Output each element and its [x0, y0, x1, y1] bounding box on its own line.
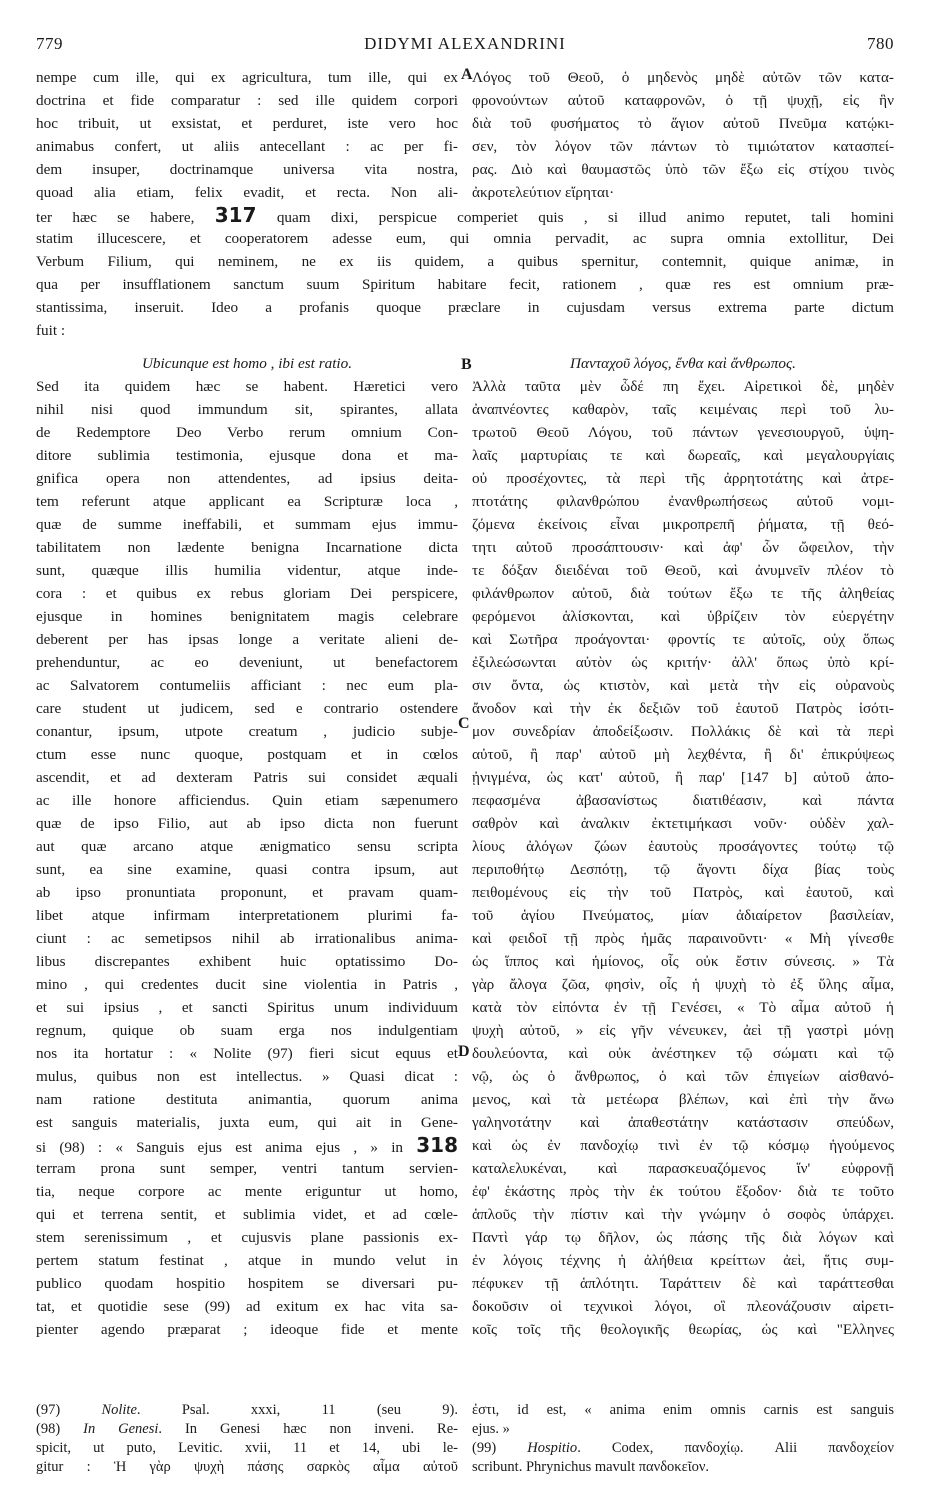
text-segment: mulus, quibus non est intellectus. » Quasi dicat :: [36, 1068, 458, 1085]
text-line: καὶ Σωτῆρα προάγονται· φροντίς τε αὐτοῖς, οὐχ ὅπως: [472, 631, 894, 648]
main-greek-column: [472, 375, 894, 1341]
text-line: ρας. Διὸ καὶ θαυμαστῶς ὑπὸ τῶν ἔξω εἰς στίχου τινὸς: [472, 161, 894, 178]
text-line: ᾐνιγμένα, ὡς κατ' αὐτοῦ, ἢ παρ' [147 b] αὐτοῦ ἀπο-: [472, 769, 894, 786]
text-segment: deberent per has ipsas longe a veritate alieni de-: [36, 631, 458, 648]
text-line: [36, 398, 458, 421]
footnote-lemma: Hospitio: [527, 1440, 578, 1456]
text-line: animabus confert, ut aliis antecellant : ac per fi-: [36, 138, 458, 155]
text-line: δοκοῦσιν οἱ τεχνικοὶ λόγοι, οἳ πλεονάζουσιν αἱρετι-: [472, 1298, 894, 1315]
text-segment: care student ut judicem, sed e contrario ostendere: [36, 700, 458, 717]
text-segment: si (98) : « Sanguis ejus est anima ejus , » in: [36, 1139, 417, 1156]
text-line: [36, 858, 458, 881]
text-line: κατὰ τὸν εἰπόντα ἐν τῇ Γενέσει, « Τὸ αἷμα αὐτοῦ ἡ: [472, 999, 894, 1016]
text-line: διὰ τοῦ φυσήματος τὸ ἅγιον αὐτοῦ Πνεῦμα κατῴκι-: [472, 115, 894, 132]
text-line: δουλεύοντα, καὶ οὐκ ἀνέστηκεν τῷ σώματι καὶ τῷ: [472, 1045, 894, 1062]
footnote-line: [36, 1401, 458, 1420]
text-segment: stantissima, inseruit. Ideo a profanis quoque præclare in cujusdam versus extrema parte dictum: [36, 299, 894, 316]
text-segment: ac Salvatorem contumeliis afficiant : nec eum pla-: [36, 677, 458, 694]
text-line: ἐν λόγοις τέχνης ἡ ἀλήθεια κρείττων ἀεὶ, ἥτις συμ-: [472, 1252, 894, 1269]
footnote-text: . In Genesi hæc non inveni. Re-: [158, 1421, 458, 1437]
text-line: τε δόξαν διειδέναι τοῦ Θεοῦ, καὶ ἀνυμνεῖν πλέον τὸ: [472, 562, 894, 579]
text-line: περιποθήτῳ Δεσπότῃ, τῷ ἄγοντι δίχα βίας τοὺς: [472, 861, 894, 878]
verse-greek: Πανταχοῦ λόγος, ἔνθα καὶ ἄνθρωπος.: [570, 355, 796, 372]
text-segment: ctum esse nunc quoque, postquam et in cœlos: [36, 746, 458, 763]
text-segment: statim illucescere, et cooperatorem adesse eum, qui omnia pervadit, ac supra omnia extollitur, Dei: [36, 230, 894, 247]
margin-marker-c: C: [458, 715, 470, 732]
margin-marker-d: D: [458, 1043, 470, 1060]
text-line: ὡς ἵππος καὶ ἡμίονος, οἷς οὐκ ἔστιν σύνεσις. » Τὰ: [472, 953, 894, 970]
text-segment: conantur, ipsum, utpote creatum , judicio subje-: [36, 723, 458, 740]
text-line: [36, 766, 458, 789]
text-segment: nihil nisi quod immundum sit, spirantes, allata: [36, 401, 458, 418]
text-line: τοῦ ἁγίου Πνεύματος, μίαν ἀδιαίρετον βασιλείαν,: [472, 907, 894, 924]
text-line: [36, 812, 458, 835]
text-line: [36, 1019, 458, 1042]
text-segment: sunt, quæque illis humilia videntur, atque inde-: [36, 562, 458, 579]
text-line: dem insuper, doctrinamque universa vita nostra,: [36, 161, 458, 178]
text-segment: et sui ipsius , et sancti Spiritus unum individuum: [36, 999, 458, 1016]
text-segment: Verbum Filium, qui neminem, ne ex iis quidem, a quibus spernitur, contemnit, quique animæ, in: [36, 253, 894, 270]
text-line: λίους ἀλόγων ζώων ἑαυτοὺς προσάγοντες τούτῳ τῷ: [472, 838, 894, 855]
text-line: λαῖς μαρτυρίαις τε καὶ δωρεαῖς, καὶ μεγαλουργίαις: [472, 447, 894, 464]
text-line: καταλελυκέναι, καὶ παρασκευαζόμενος ἵν' εὐφρονῇ: [472, 1160, 894, 1177]
text-line: ἀναπνέοντες καθαρὸν, ταῖς κειμέναις περὶ τοῦ λυ-: [472, 401, 894, 418]
text-line: ἐξιλεώσωνται αὐτὸν ὡς κριτήν· ἀλλ' ὅπως ὑπὸ κρί-: [472, 654, 894, 671]
text-line: quoad alia etiam, felix evadit, et recta. Non ali-: [36, 184, 458, 201]
text-segment: ejusque in homines benignitatem magis celebrare: [36, 608, 458, 625]
text-segment: tem referunt atque applicant ea Scripturæ loca ,: [36, 493, 458, 510]
footnote-text: ejus. »: [472, 1421, 510, 1437]
text-segment: stem serenissimum , et cujusvis plane passionis ex-: [36, 1229, 458, 1246]
text-line: [36, 789, 458, 812]
text-line: doctrina et fide comparatur : sed ille quidem corpori: [36, 92, 458, 109]
text-segment: tat, et quotidie sese (99) ad exitum ex hac vita sa-: [36, 1298, 458, 1315]
text-segment: ac ille honore afficiendus. Quin etiam sæpenumero: [36, 792, 458, 809]
text-line: [36, 319, 894, 342]
footnote-number: (97): [36, 1402, 102, 1418]
text-line: Λόγος τοῦ Θεοῦ, ὁ μηδενὸς μηδὲ αὐτῶν τῶν κατα-: [472, 69, 894, 86]
text-segment: est sanguis materialis, juxta eum, qui ait in Gene-: [36, 1114, 458, 1131]
text-line: [36, 697, 458, 720]
footnote-line: [472, 1458, 894, 1477]
text-line: [36, 513, 458, 536]
text-line: [36, 582, 458, 605]
text-line: καὶ φειδοῖ τῇ πρὸς ἡμᾶς παραινοῦντι· « Μὴ γίνεσθε: [472, 930, 894, 947]
text-segment: regnum, quique ob suam erga nos indulgentiam: [36, 1022, 458, 1039]
verse-latin: Ubicunque est homo , ibi est ratio.: [141, 355, 353, 372]
text-line: [36, 904, 458, 927]
text-segment: qua per insufflationem sanctum suum Spiritum habitare fecit, rationem , quæ res est omnium præ-: [36, 276, 894, 293]
margin-marker-b: B: [461, 356, 472, 373]
footnote-lemma: In Genesi: [83, 1421, 159, 1437]
text-line: γαληνοτάτην καὶ ἀπαθεστάτην κατάστασιν σπεύδων,: [472, 1114, 894, 1131]
text-segment: ter hæc se habere,: [36, 209, 215, 226]
text-line: [36, 204, 894, 227]
column-number-318: 318: [416, 1134, 458, 1157]
text-segment: pertem statum festinat , atque in mundo velut in: [36, 1252, 458, 1269]
text-line: nempe cum ille, qui ex agricultura, tum ille, qui ex: [36, 69, 458, 86]
text-line: [36, 444, 458, 467]
text-line: [36, 375, 458, 398]
text-line: [36, 835, 458, 858]
text-segment: nam ratione destituta animantia, quorum anima: [36, 1091, 458, 1108]
text-line: [36, 1180, 458, 1203]
text-line: [36, 559, 458, 582]
top-greek-column: [472, 66, 894, 204]
text-line: πειθομένους εἰς τὴν τοῦ Πατρὸς, καὶ ἑαυτοῦ, καὶ: [472, 884, 894, 901]
footnote-text: . Codex, πανδοχίῳ. Alii πανδοχείον: [577, 1440, 894, 1456]
text-line: [36, 927, 458, 950]
text-line: σαθρὸν καὶ ἀναλκιν ἐκτετιμήκασι νοῦν· οὐδὲν χαλ-: [472, 815, 894, 832]
text-line: [36, 881, 458, 904]
text-segment: quæ de summe ineffabili, et summam ejus immu-: [36, 516, 458, 533]
text-line: πεφασμένα ἀβασανίστως διατιθέασιν, καὶ πάντα: [472, 792, 894, 809]
text-segment: ciunt : ac semetipsos nihil ab irrationalibus anima-: [36, 930, 458, 947]
text-line: [36, 628, 458, 651]
footnote-line: [36, 1420, 458, 1439]
text-segment: de Redemptore Deo Verbo rerum omnium Con-: [36, 424, 458, 441]
text-line: [36, 743, 458, 766]
text-segment: ditore sublimia testimonia, ejusque dona et ma-: [36, 447, 458, 464]
footnote-line: [472, 1439, 894, 1458]
footnotes-left: [36, 1401, 458, 1477]
text-line: πτοτάτης φιλανθρώπου ἐνανθρωπήσεως αὐτοῦ νομι-: [472, 493, 894, 510]
text-segment: gnifica opera non attendentes, ad ipsius deita-: [36, 470, 458, 487]
text-line: [36, 1065, 458, 1088]
text-line: ἀκροτελεύτιον εἴρηται·: [472, 184, 615, 201]
text-line: Παντὶ γάρ τῳ δῆλον, ὡς πάσης τῆς διὰ λόγων καὶ: [472, 1229, 894, 1246]
text-segment: ab ipso pronuntiata proponunt, et pravam quam-: [36, 884, 458, 901]
text-segment: mino , qui credentes ducit sine violentia in Patris ,: [36, 976, 458, 993]
text-line: [36, 1088, 458, 1111]
column-number-317: 317: [214, 204, 257, 227]
text-line: [36, 720, 458, 743]
text-line: [36, 273, 894, 296]
top-latin-column: [36, 66, 458, 204]
text-segment: ascendit, et ad dexteram Patris sui considet æquali: [36, 769, 458, 786]
text-line: [36, 996, 458, 1019]
text-segment: publico quodam hospitio hospitem se diversari pu-: [36, 1275, 458, 1292]
footnote-number: (98): [36, 1421, 84, 1437]
text-line: [36, 490, 458, 513]
text-segment: pienter agendo præparat ; ideoque fide et mente: [36, 1321, 458, 1338]
text-line: [36, 250, 894, 273]
footnote-text: ἐστι, id est, « anima enim omnis carnis est sanguis: [472, 1402, 894, 1418]
text-segment: aut quæ arcano atque ænigmatico sensu scripta: [36, 838, 458, 855]
text-line: φρονούντων αὐτοῦ καταφρονῶν, ὁ τῇ ψυχῇ, εἰς ἣν: [472, 92, 894, 109]
text-segment: quæ de ipso Filio, aut ab ipso dicta non fuerunt: [36, 815, 458, 832]
text-line: κοῖς τοῖς τῆς θεολογικῆς θεωρίας, ὡς καὶ "Ελληνες: [472, 1321, 894, 1338]
text-line: ἁπλοῦς τὴν πίστιν καὶ τὴν γνώμην ὁ σοφὸς ὑπάρχει.: [472, 1206, 894, 1223]
text-line: [36, 1226, 458, 1249]
text-line: μον συνεδρίαν ἀποδείξωσιν. Πολλάκις δὲ καὶ τὰ περὶ: [472, 723, 894, 740]
footnote-line: [36, 1458, 458, 1477]
footnote-lemma: Nolite: [101, 1402, 137, 1418]
text-line: τητι αὐτοῦ προσάπτουσιν· καὶ ἀφ' ὧν ὤφειλον, τὴν: [472, 539, 894, 556]
footnotes-right: [472, 1401, 894, 1477]
text-segment: tabilitatem non lædente benigna Incarnatione dicta: [36, 539, 458, 556]
text-segment: terram prona sunt semper, ventri tantum servien-: [36, 1160, 458, 1177]
text-line: ἄνοδον καὶ τὴν ἐκ δεξιῶν τοῦ ἑαυτοῦ Πατρὸς ἰσότι-: [472, 700, 894, 717]
text-line: σιν ὄντα, ὡς κτιστὸν, καὶ μετὰ τὴν εἰς οὐρανοὺς: [472, 677, 894, 694]
text-segment: tia, neque corpore ac mente eriguntur ut homo,: [36, 1183, 458, 1200]
text-segment: qui et terrena sentit, et sublimia videt, et ad cœle-: [36, 1206, 458, 1223]
text-line: [36, 973, 458, 996]
text-line: σεν, τὸν λόγον τῶν πάντων τὸ τιμιώτατον κατασπεί-: [472, 138, 894, 155]
text-line: φιλάνθρωπον αὐτοῦ, διὰ τούτων ἔξω τε τῆς ἀληθείας: [472, 585, 894, 602]
text-line: [36, 1272, 458, 1295]
footnote-text: gitur : Ἡ γὰρ ψυχὴ πάσης σαρκὸς αἷμα αὐτοῦ: [36, 1459, 458, 1475]
text-line: [36, 1157, 458, 1180]
text-line: ψυχὴ αὐτοῦ, » εἰς γῆν νένευκεν, ἀεὶ τῇ γαστρὶ μόνῃ: [472, 1022, 894, 1039]
running-title: DIDYMI ALEXANDRINI: [364, 34, 566, 53]
footnote-text: scribunt. Phrynichus mavult πανδοκεῖον.: [472, 1459, 710, 1475]
page-header: [36, 34, 894, 58]
text-line: ζόμενα ἐκείνοις εἶναι μικροπρεπῆ ῥήματα, τῇ θεό-: [472, 516, 894, 533]
text-line: καὶ ὡς ἐν πανδοχίῳ τινὶ ἐν τῷ κόσμῳ ἡγούμενος: [472, 1137, 894, 1154]
footnote-line: [36, 1439, 458, 1458]
footnote-number: (99): [472, 1440, 528, 1456]
page-number-right: 780: [867, 34, 894, 53]
text-segment: nos ita hortatur : « Nolite (97) fieri sicut equus et: [36, 1045, 458, 1062]
text-line: [36, 536, 458, 559]
margin-marker-a: A: [461, 66, 473, 83]
text-segment: prehenduntur, ac eo deveniunt, ut benefactorem: [36, 654, 458, 671]
text-line: οὐ προσέχοντες, τὰ περὶ τῆς ἀρρητοτάτης καὶ ἀτρε-: [472, 470, 894, 487]
text-line: ἐφ' ἑκάστης πρὸς τὴν ἐκ τούτου ἔξοδον· διὰ τε τοῦτο: [472, 1183, 894, 1200]
page-number-left: 779: [36, 34, 63, 53]
full-width-latin-block: [36, 204, 894, 342]
text-line: [36, 950, 458, 973]
text-line: [36, 1134, 458, 1157]
text-line: αὐτοῦ, ἢ παρ' αὐτοῦ μὴ λεχθέντα, ἢ δι' ἐπικρύψεως: [472, 746, 894, 763]
text-line: [36, 1249, 458, 1272]
footnote-line: [472, 1420, 894, 1439]
text-line: [36, 296, 894, 319]
text-line: φερόμενοι ἁλίσκονται, καὶ ὑβρίζειν τὸν εὐεργέτην: [472, 608, 894, 625]
text-line: [36, 1203, 458, 1226]
text-line: πέφυκεν τῇ ἁπλότητι. Ταράττειν δὲ καὶ ταράττεσθαι: [472, 1275, 894, 1292]
text-line: [36, 421, 458, 444]
text-line: μενος, καὶ τὰ μετέωρα βλέπων, καὶ ἐπὶ τὴν ἄνω: [472, 1091, 894, 1108]
text-line: [36, 1111, 458, 1134]
footnote-text: . Psal. xxxi, 11 (seu 9).: [136, 1402, 458, 1418]
text-line: [36, 674, 458, 697]
text-line: [36, 1295, 458, 1318]
text-segment: Sed ita quidem hæc se habent. Hæretici vero: [36, 378, 458, 395]
text-line: [36, 227, 894, 250]
text-segment: cora : et quibus ex rebus gloriam Dei perspicere,: [36, 585, 458, 602]
main-latin-column: [36, 375, 458, 1341]
footnote-text: spicit, ut puto, Levitic. xvii, 11 et 14, ubi le-: [36, 1440, 458, 1456]
text-line: hoc tribuit, ut exsistat, et perduret, iste vero hoc: [36, 115, 458, 132]
text-segment: sunt, ea sine examine, quasi contra ipsum, aut: [36, 861, 458, 878]
text-segment: libet atque infirmam interpretationem plurimi fa-: [36, 907, 458, 924]
text-line: [36, 605, 458, 628]
text-line: τρωτοῦ Θεοῦ Λόγου, τοῦ πάντων γενεσιουργοῦ, ὑψη-: [472, 424, 894, 441]
footnote-line: [472, 1401, 894, 1420]
text-line: [36, 467, 458, 490]
text-segment: libus discrepantes exhibent huic optatissimo Do-: [36, 953, 458, 970]
text-segment: fuit :: [36, 322, 66, 339]
text-line: νῷ, ὡς ὁ ἄνθρωπος, ὁ καὶ τῶν ἐπιγείων αἰσθανό-: [472, 1068, 894, 1085]
text-line: γὰρ ἄλογα ζῶα, φησὶν, οἷς ἡ ψυχὴ τὸ ἐξ ὕλης αἷμα,: [472, 976, 894, 993]
text-line: [36, 1318, 458, 1341]
text-line: [36, 1042, 458, 1065]
text-line: [36, 651, 458, 674]
text-line: Ἀλλὰ ταῦτα μὲν ὧδέ πη ἔχει. Αἱρετικοὶ δὲ, μηδὲν: [472, 378, 894, 395]
text-segment: quam dixi, perspicue comperiet quis , si illud animo reputet, tali homini: [256, 209, 894, 226]
